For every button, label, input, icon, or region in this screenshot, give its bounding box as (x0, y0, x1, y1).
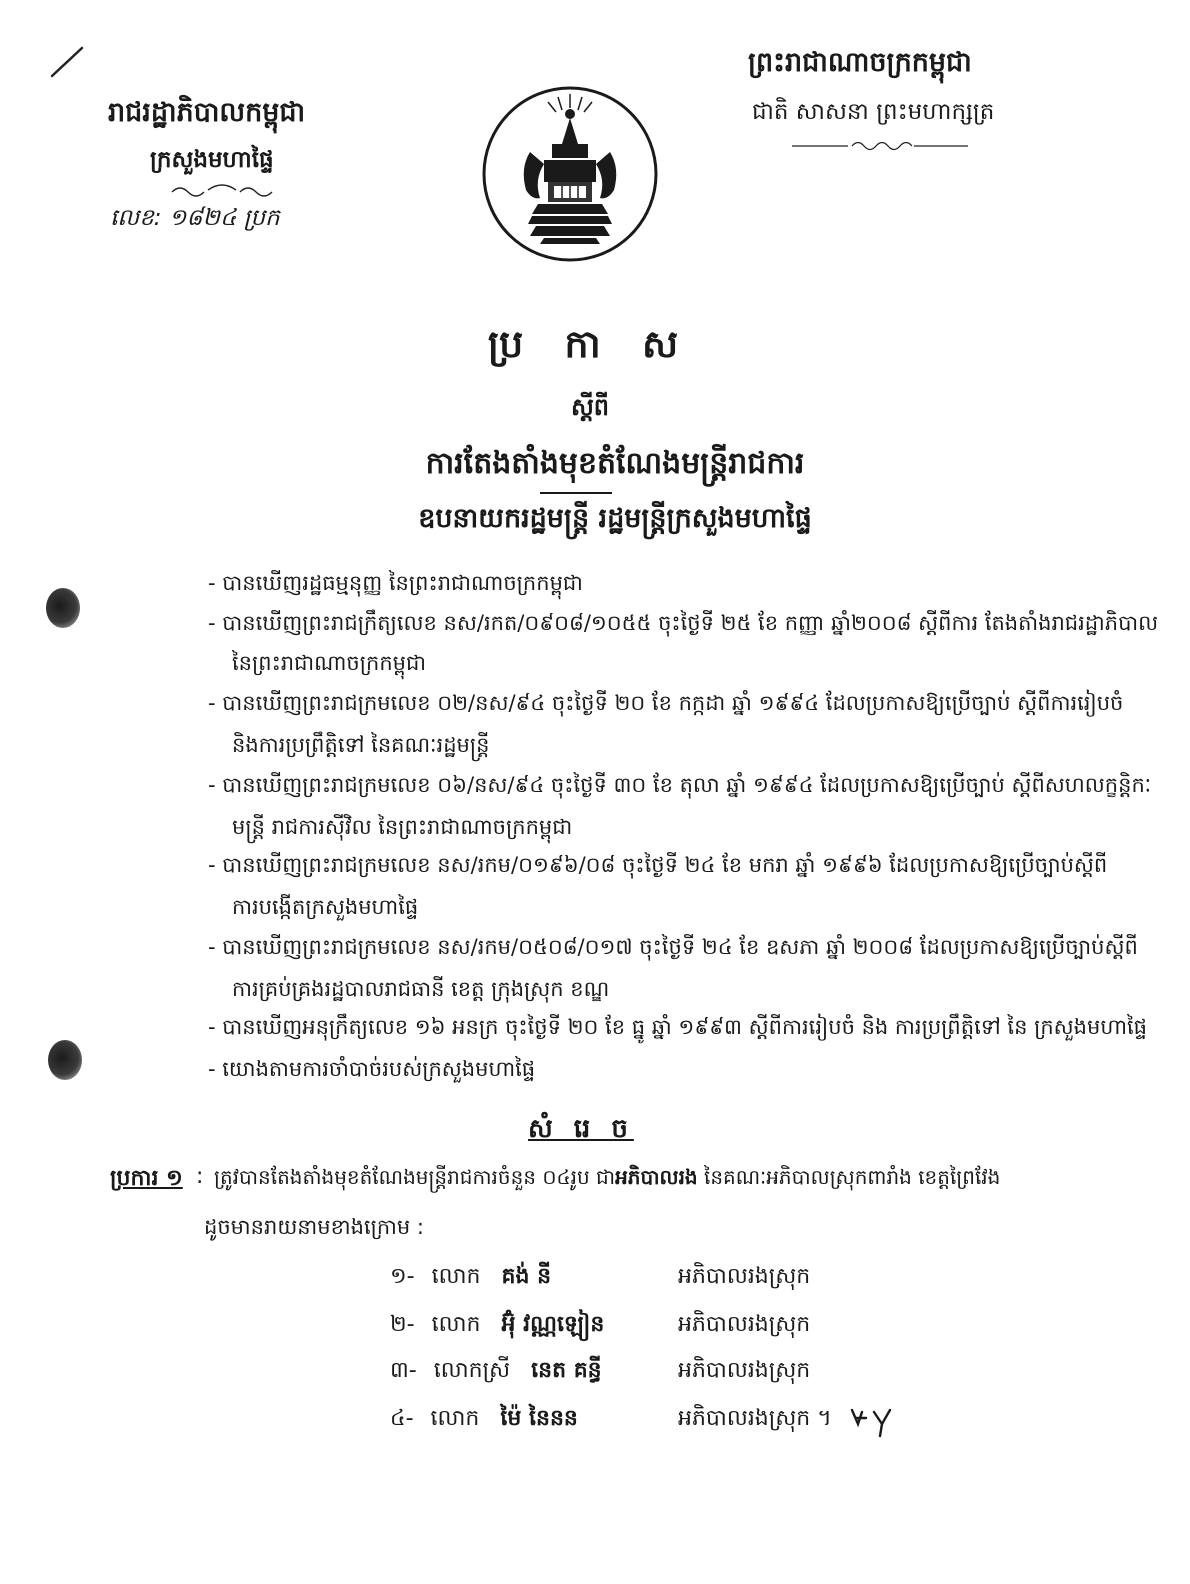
handwritten-initials (848, 1400, 898, 1440)
concerning-label: ស្តីពី (570, 393, 610, 421)
reference-item-continued: មន្ត្រី រាជការស៊ីវិល នៃព្រះរាជាណាចក្រកម្ពុជា (232, 815, 573, 839)
royal-emblem (482, 82, 658, 262)
appointee-name: ម៉ៃ នៃនន (500, 1406, 578, 1431)
article-label: ប្រការ ១ (110, 1166, 183, 1191)
issuer-title: ឧបនាយករដ្ឋមន្ត្រី រដ្ឋមន្ត្រីក្រសួងមហាផ្ទៃ (418, 503, 812, 534)
reference-item: - បានឃើញព្រះរាជក្រឹត្យលេខ នស/រកត/០៩០៨/១០៥៥ ចុះថ្ងៃទី ២៥ ខែ កញ្ញា ឆ្នាំ២០០៨ ស្តីពីការ តែងតាំងរាជរដ្ឋាភិបាល (208, 611, 1159, 635)
reference-item-continued: ការគ្រប់គ្រងរដ្ឋបាលរាជធានី ខេត្ត ក្រុងស្រុក ខណ្ឌ (232, 977, 610, 1001)
reference-item: - បានឃើញព្រះរាជក្រមលេខ ០៦/នស/៩៤ ចុះថ្ងៃទី ៣០ ខែ តុលា ឆ្នាំ ១៩៩៤ ដែលប្រកាសឱ្យប្រើច្បាប់ ស្តីពីសហលក្ខន្តិកៈ (208, 773, 1152, 797)
appointee-honorific: លោកស្រី (433, 1358, 511, 1383)
appointee-title: អភិបាលរងស្រុក (678, 1358, 811, 1383)
reference-item: - បានឃើញព្រះរាជក្រមលេខ ០២/នស/៩៤ ចុះថ្ងៃទី ២០ ខែ កក្កដា ឆ្នាំ ១៩៩៤ ដែលប្រកាសឱ្យប្រើច្បាប់ ស្តីពីការរៀបចំ (208, 691, 1124, 715)
appointee-number: ១- (390, 1264, 415, 1289)
appointee-title: អភិបាលរងស្រុក ។ (678, 1406, 832, 1431)
appointee-honorific: លោក (431, 1312, 481, 1337)
ministry-name: ក្រសួងមហាផ្ទៃ (150, 147, 274, 173)
document-subject: ការតែងតាំងមុខតំណែងមន្ត្រីរាជការ (425, 446, 805, 481)
appointee-number: ៤- (390, 1406, 414, 1431)
appointee-row (390, 1262, 551, 1294)
pen-mark (48, 44, 88, 80)
reference-item: - បានឃើញព្រះរាជក្រមលេខ នស/រកម/០១៩៦/០៨ ចុះថ្ងៃទី ២៤ ខែ មករា ឆ្នាំ ១៩៩៦ ដែលប្រកាសឱ្យប្រើច្បាប់ស្តីពី (208, 853, 1108, 877)
appointee-row (390, 1356, 602, 1388)
prakas-title: ប្រ កា ស (487, 322, 693, 366)
title-divider (540, 492, 612, 494)
article-line-2: ដូចមានរាយនាមខាងក្រោម : (204, 1215, 424, 1239)
decision-heading: សំ រេ ច (528, 1114, 634, 1144)
reference-item: - បានឃើញរដ្ឋធម្មនុញ្ញ នៃព្រះរាជាណាចក្រកម្ពុជា (208, 571, 583, 595)
reference-item-continued: ការបង្កើតក្រសួងមហាផ្ទៃ (232, 895, 419, 919)
appointee-name: គង់ នី (501, 1264, 552, 1289)
government-name: រាជរដ្ឋាភិបាលកម្ពុជា (108, 97, 306, 128)
punch-hole-bottom (48, 1040, 82, 1080)
article-text-b: នៃគណៈអភិបាលស្រុកពារាំង ខេត្តព្រៃវែង (697, 1165, 1001, 1189)
national-motto: ជាតិ សាសនា ព្រះមហាក្សត្រ (752, 99, 995, 125)
reference-item: - យោងតាមការចាំបាច់របស់ក្រសួងមហាផ្ទៃ (208, 1057, 536, 1081)
ministry-ornament (168, 182, 278, 198)
article-text-bold: អភិបាលរង (615, 1165, 698, 1189)
appointee-name: អ៊ុំ វណ្ណឡៀន (501, 1312, 605, 1337)
appointee-row (390, 1404, 578, 1436)
reference-item-continued: និងការប្រព្រឹត្តិទៅ នៃគណៈរដ្ឋមន្ត្រី (232, 733, 490, 757)
appointee-honorific: លោក (431, 1264, 481, 1289)
document-number: លេខ: ១៨២៤ ប្រក (110, 205, 280, 231)
appointee-number: ៣- (390, 1358, 417, 1383)
reference-item: - បានឃើញព្រះរាជក្រមលេខ នស/រកម/០៥០៨/០១៧ ចុះថ្ងៃទី ២៤ ខែ ឧសភា ឆ្នាំ ២០០៨ ដែលប្រកាសឱ្យប្រើច្បាប់ស្តីពី (208, 935, 1138, 959)
article-text (214, 1164, 1000, 1194)
article-colon: : (196, 1164, 204, 1189)
appointee-title: អភិបាលរងស្រុក (678, 1312, 811, 1337)
appointee-number: ២- (390, 1312, 415, 1337)
reference-item-continued: នៃព្រះរាជាណាចក្រកម្ពុជា (232, 651, 427, 675)
motto-ornament (790, 138, 970, 154)
punch-hole-top (46, 588, 80, 628)
appointee-honorific: លោក (430, 1406, 480, 1431)
reference-item: - បានឃើញអនុក្រឹត្យលេខ ១៦ អនក្រ ចុះថ្ងៃទី ២០ ខែ ធ្នូ ឆ្នាំ ១៩៩៣ ស្តីពីការរៀបចំ និង ការប្រព្រឹត្តិទៅ នៃ ក្រសួងមហាផ្ទៃ (208, 1015, 1147, 1039)
appointee-name: នេត គន្ធី (531, 1358, 602, 1383)
article-text-a: ត្រូវបានតែងតាំងមុខតំណែងមន្ត្រីរាជការចំនួន ០៤រូប ជា (214, 1165, 616, 1189)
kingdom-heading: ព្រះរាជាណាចក្រកម្ពុជា (748, 47, 972, 78)
appointee-row (390, 1310, 604, 1342)
appointee-title: អភិបាលរងស្រុក (678, 1264, 811, 1289)
